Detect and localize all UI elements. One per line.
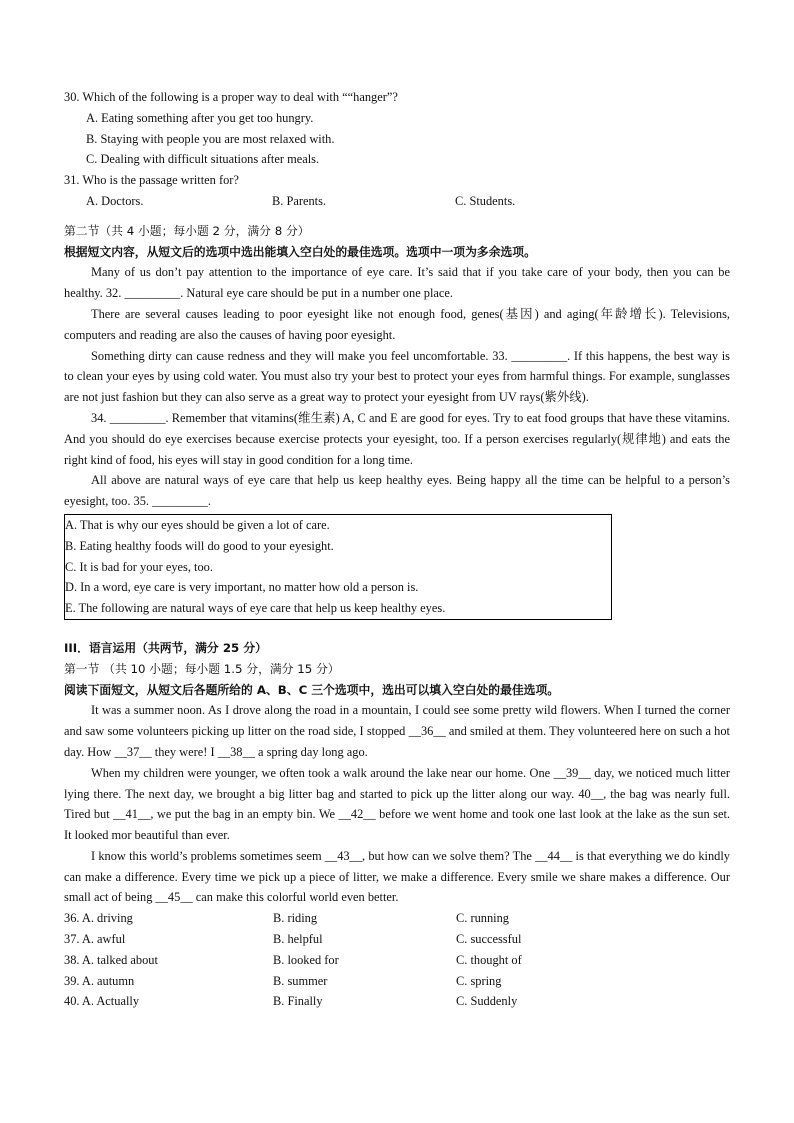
text-run: and smiled at them. They volunteered here on such a hot day. How xyxy=(64,724,730,759)
q31-stem: 31. Who is the passage written for? xyxy=(64,173,239,188)
blank-43: __43__ xyxy=(324,848,363,863)
box-option-e: E. The following are natural ways of eye care that help us keep healthy eyes. xyxy=(65,601,446,616)
section2-paragraph-5: All above are natural ways of eye care that help us keep healthy eyes. Being happy all the time can be helpful to a person’s eyesight, too. 35. _________. xyxy=(64,473,730,509)
section2-paragraph-2: There are several causes leading to poor eyesight like not enough food, genes(基因) and aging(年龄增长). Televisions, computers and reading are also the causes of having poor eyesight. xyxy=(64,306,730,342)
choice-37-c: C. successful xyxy=(456,932,522,947)
section2-paragraph-3: Something dirty can cause redness and they will make you feel uncomfortable. 33. _________. If this happens, the best way is to clean your eyes by using cold water. You must also try your best to protect your eyes from harmful things. For example, sunglasses are not just fashion but they can also serve as a great way to protect your eyesight from UV rays(紫外线). xyxy=(64,348,730,405)
blank-44: __44__ xyxy=(535,848,573,863)
text-run: can make this colorful world even better. xyxy=(192,890,399,905)
part3-instruction: 阅读下面短文，从短文后各题所给的 A、B、C 三个选项中，选出可以填入空白处的最佳选项。 xyxy=(64,682,560,697)
choice-36-a: 36. A. driving xyxy=(64,911,133,926)
box-option-d: D. In a word, eye care is very important, no matter how old a person is. xyxy=(65,580,419,595)
text-run: When my children were younger, we often took a walk around the lake near our home. One xyxy=(91,765,554,780)
box-option-c: C. It is bad for your eyes, too. xyxy=(65,559,213,574)
choice-40-c: C. Suddenly xyxy=(456,994,518,1009)
blank-45: __45__ xyxy=(155,890,193,905)
text-run: a spring day long ago. xyxy=(254,744,368,759)
blank-37: __37__ xyxy=(114,744,152,759)
text-run: I know this world’s problems sometimes seem xyxy=(91,848,325,863)
choice-39-a: 39. A. autumn xyxy=(64,973,135,988)
choice-37-a: 37. A. awful xyxy=(64,932,126,947)
choice-39-b: B. summer xyxy=(273,973,328,988)
exam-page xyxy=(64,87,730,1012)
choice-38-a: 38. A. talked about xyxy=(64,952,158,967)
text-run: is that everything we do kindly can make a difference. Every time we pick up a piece of litter, we make a difference. Every smile we share makes a difference. Our small act of being xyxy=(64,848,730,905)
choice-row-36 xyxy=(64,908,730,929)
choice-38-c: C. thought of xyxy=(456,952,522,967)
choice-36-c: C. running xyxy=(456,911,510,926)
q30-option-c: C. Dealing with difficult situations after meals. xyxy=(86,152,320,167)
text-run: they were! I xyxy=(151,744,218,759)
q30-stem: 30. Which of the following is a proper way to deal with ““hanger”? xyxy=(64,90,398,104)
choice-40-a: 40. A. Actually xyxy=(64,994,140,1009)
q31-option-c: C. Students. xyxy=(455,193,516,208)
cloze-paragraph-2 xyxy=(64,763,730,846)
blank-36: __36__ xyxy=(408,724,446,739)
section2-heading: 第二节（共 4 小题；每小题 2 分，满分 8 分） xyxy=(64,223,310,238)
text-run: , we put the bag in an empty bin. We xyxy=(150,807,339,822)
blank-40: 40__ xyxy=(578,786,604,801)
section2-instruction: 根据短文内容，从短文后的选项中选出能填入空白处的最佳选项。选项中一项为多余选项。 xyxy=(64,244,536,259)
choice-row-40 xyxy=(64,991,730,1012)
text-run: , but how can we solve them? The xyxy=(362,848,536,863)
blank-41: __41__ xyxy=(113,807,151,822)
text-run: before we went home and took one last look at the lake as the sun set. It looked mor beautiful than ever. xyxy=(64,807,730,843)
choice-row-39 xyxy=(64,971,730,992)
choice-38-b: B. looked for xyxy=(273,952,339,967)
choice-37-b: B. helpful xyxy=(273,932,323,947)
q31-option-b: B. Parents. xyxy=(272,193,327,208)
blank-42: __42__ xyxy=(338,807,376,822)
cloze-paragraph-3 xyxy=(64,846,730,908)
choice-39-c: C. spring xyxy=(456,973,502,988)
part3-subheading: 第一节 （共 10 小题；每小题 1.5 分，满分 15 分） xyxy=(64,661,340,676)
blank-38: __38__ xyxy=(217,744,255,759)
section2-paragraph-1: Many of us don’t pay attention to the importance of eye care. It’s said that if you take care of your body, then you can be healthy. 32. _________. Natural eye care should be put in a number one place. xyxy=(64,265,730,301)
q30-option-a: A. Eating something after you get too hungry. xyxy=(86,110,314,125)
text-run: It was a summer noon. As I drove along the road in a mountain, I could see some pretty wild flowers. When I turned the corner and saw some volunteers picking up litter on the road side, I stopped xyxy=(64,703,730,739)
cloze-paragraph-1 xyxy=(64,700,730,762)
q30-option-b: B. Staying with people you are most relaxed with. xyxy=(86,131,335,146)
choice-36-b: B. riding xyxy=(273,911,318,926)
choice-row-37 xyxy=(64,929,730,950)
box-option-b: B. Eating healthy foods will do good to your eyesight. xyxy=(65,538,334,553)
box-option-a: A. That is why our eyes should be given a lot of care. xyxy=(65,517,330,532)
blank-39: __39__ xyxy=(553,765,591,780)
section2-paragraph-4: 34. _________. Remember that vitamins(维生素) A, C and E are good for eyes. Try to eat food groups that have these vitamins. And you should do eye exercises because exercise protects your eyesight, too. If a person exercises regularly(规律地) and eats the right kind of food, his eyes will stay in good condition for a long time. xyxy=(64,410,730,467)
choice-40-b: B. Finally xyxy=(273,994,323,1009)
q31-options xyxy=(64,191,730,212)
q31-option-a: A. Doctors. xyxy=(86,193,144,208)
part3-heading: III．语言运用（共两节，满分 25 分） xyxy=(64,640,267,655)
options-box xyxy=(64,514,612,620)
choice-row-38 xyxy=(64,950,730,971)
text-run: , the bag was nearly full. Tired but xyxy=(64,786,730,822)
text-run: day, we noticed much litter lying there. The next day, we brought a big litter bag and started to pick up the litter along our way. xyxy=(64,765,730,801)
